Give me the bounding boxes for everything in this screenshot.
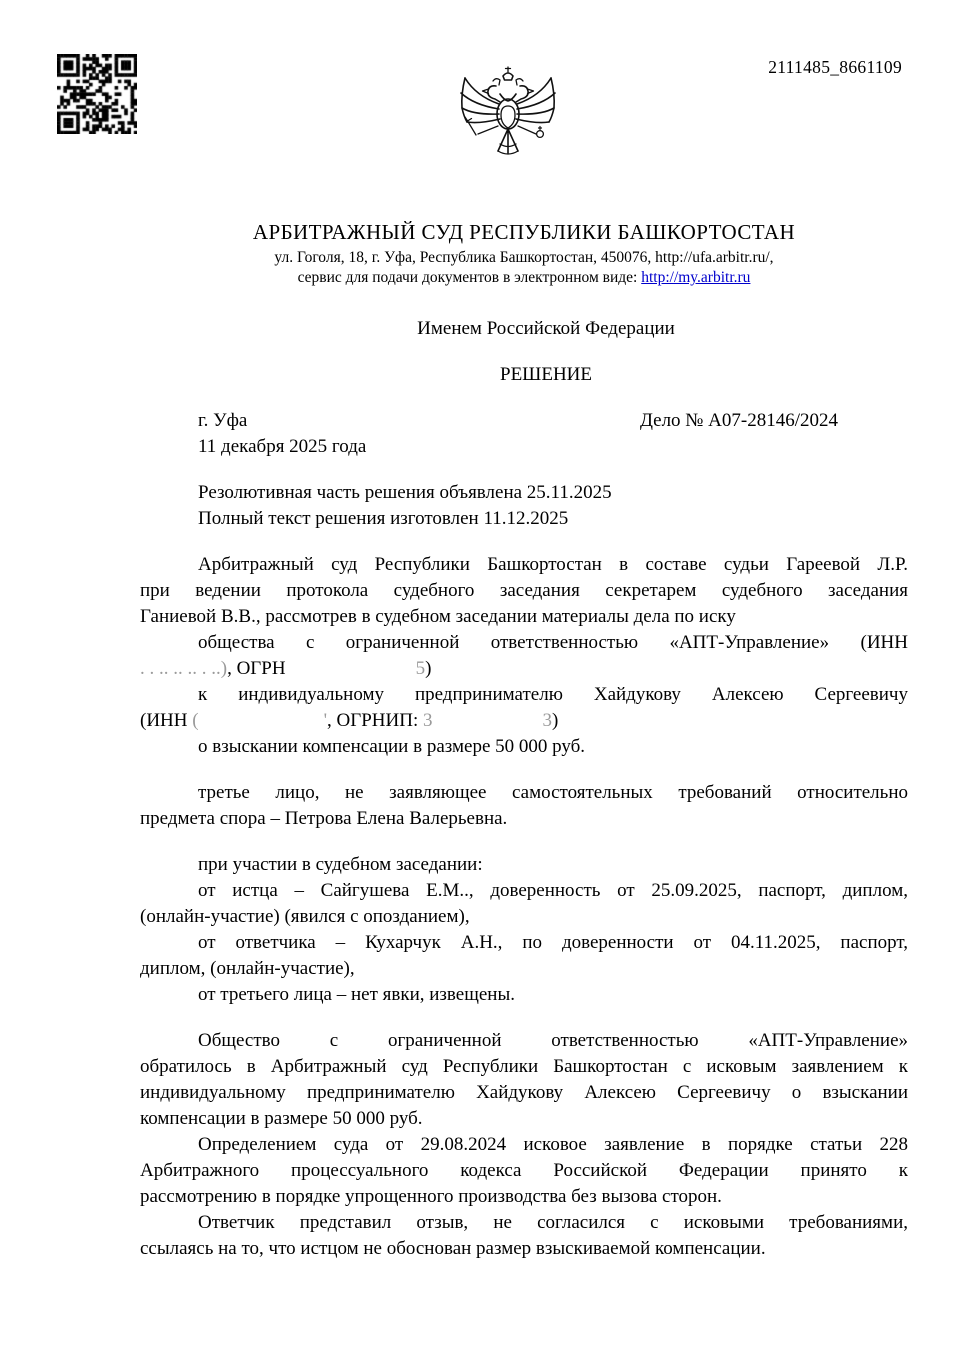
text-line: о взыскании компенсации в размере 50 000 руб. [198,736,586,757]
text-line: к индивидуальному предпринимателю Хайдукову Алексею Сергеевичу [198,684,908,705]
russian-coat-of-arms-icon [452,64,564,173]
service-line [140,268,908,288]
qr-code-icon [57,54,137,134]
text-line: при ведении протокола судебного заседания секретарем судебного заседания [140,580,908,601]
paragraph [140,552,908,630]
paragraph [140,630,908,682]
redacted-remnant: 3 [422,710,433,731]
spacer [140,388,908,408]
centered-heading: Именем Российской Федерации [417,318,675,339]
paragraph [140,1210,908,1262]
spacer [140,342,908,362]
paragraph [140,1028,908,1132]
text-fragment: (ИНН [140,710,193,731]
text-line: Ганиевой В.В., рассмотрев в судебном заседании материалы дела по иску [140,606,736,627]
text-line: предмета спора – Петрова Елена Валерьевна. [140,808,508,829]
spacer [140,832,908,852]
court-address: ул. Гоголя, 18, г. Уфа, Республика Башкортостан, 450076, http://ufa.arbitr.ru/, [274,249,774,266]
text-line: от ответчика – Кухарчук А.Н., по доверенности от 04.11.2025, паспорт, [198,932,908,953]
document-id: 2111485_8661109 [768,57,902,77]
text-line: Арбитражный суд Республики Башкортостан в составе судьи Гареевой Л.Р. [198,554,908,575]
spacer [140,460,908,480]
spacer [140,532,908,552]
text-line: от истца – Сайгушева Е.М.., доверенность от 25.09.2025, паспорт, диплом, [198,880,908,901]
text-line: третье лицо, не заявляющее самостоятельных требований относительно [198,782,908,803]
text-line: компенсации в размере 50 000 руб. [140,1108,423,1129]
text-fragment: , ОГРНИП: [327,710,423,731]
centered-heading: РЕШЕНИЕ [500,364,592,385]
court-name: АРБИТРАЖНЫЙ СУД РЕСПУБЛИКИ БАШКОРТОСТАН [252,220,796,244]
text-line: Резолютивная часть решения объявлена 25.11.2025 [198,482,612,503]
text-line: Арбитражного процессуального кодекса Российской Федерации принято к [140,1160,908,1181]
decision-body [140,316,908,1262]
text-line: диплом, (онлайн-участие), [140,958,355,979]
service-link[interactable]: http://my.arbitr.ru [641,269,751,286]
spacer [140,1008,908,1028]
text-line: при участии в судебном заседании: [198,854,483,875]
text-fragment: , ОГРН [227,658,286,679]
place-and-case-row [140,408,908,434]
text-line: общества с ограниченной ответственностью «АПТ-Управление» (ИНН [198,632,908,653]
paragraph [140,1132,908,1210]
text-fragment: ) [425,658,432,679]
paragraph [140,780,908,832]
text-line: Ответчик представил отзыв, не согласился с исковыми требованиями, [198,1212,908,1233]
text-line: Полный текст решения изготовлен 11.12.2025 [198,508,569,529]
spacer [140,760,908,780]
redacted-remnant: 5 [415,658,426,679]
text-line: от третьего лица – нет явки, извещены. [198,984,515,1005]
text-line: индивидуальному предпринимателю Хайдукову Алексею Сергеевичу о взыскании [140,1082,908,1103]
paragraph [140,682,908,734]
text-line [140,708,908,734]
case-number: Дело № А07-28146/2024 [639,410,838,431]
text-line: рассмотрению в порядке упрощенного производства без вызова сторон. [140,1186,722,1207]
place-label: г. Уфа [198,410,248,431]
letterhead [140,219,908,288]
text-line: 11 декабря 2025 года [198,436,367,457]
text-line: Общество с ограниченной ответственностью «АПТ-Управление» [198,1030,908,1051]
paragraph [140,878,908,930]
text-line: (онлайн-участие) (явился с опозданием), [140,906,470,927]
redacted-remnant: . . .. .. .. . ..) [140,658,228,679]
redacted-remnant: ( [192,710,199,731]
service-line-prefix: сервис для подачи документов в электронном виде: [297,269,642,286]
text-fragment: ) [551,710,559,731]
paragraph [140,930,908,982]
redacted-remnant: 3 [542,710,552,731]
redacted-remnant: ' [323,710,328,731]
text-line: ссылаясь на то, что истцом не обоснован размер взыскиваемой компенсации. [140,1238,766,1259]
text-line: Определением суда от 29.08.2024 исковое заявление в порядке статьи 228 [198,1134,908,1155]
text-line [140,656,908,682]
text-line: обратилось в Арбитражный суд Республики Башкортостан с исковым заявлением к [140,1056,908,1077]
